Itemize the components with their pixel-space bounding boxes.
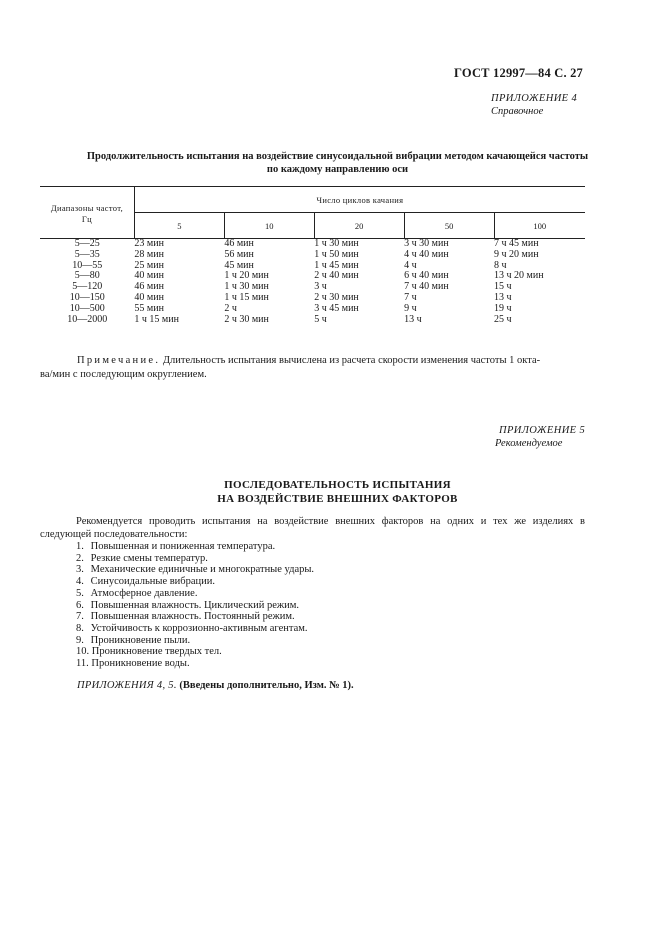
cycles-group-header: Число циклов качания bbox=[134, 187, 585, 213]
duration-cell: 1 ч 30 мин bbox=[224, 281, 269, 293]
duration-cell: 40 мин bbox=[134, 270, 164, 282]
sequence-item bbox=[76, 541, 314, 553]
sequence-item-number: 1. bbox=[76, 541, 84, 552]
duration-cell: 9 ч 20 мин bbox=[494, 248, 539, 260]
duration-cell: 19 ч bbox=[494, 302, 512, 314]
duration-cell: 46 мин bbox=[134, 281, 164, 293]
duration-cell: 13 ч 20 мин bbox=[494, 270, 544, 282]
duration-cell: 46 мин bbox=[224, 238, 254, 249]
range-cell: 5—25 bbox=[74, 238, 100, 249]
cycles-column-header: 5 bbox=[134, 213, 224, 239]
cycles-column-header: 50 bbox=[404, 213, 494, 239]
test-sequence-list bbox=[76, 541, 314, 670]
duration-cell: 1 ч 30 мин bbox=[314, 238, 359, 249]
page-header: ГОСТ 12997—84 С. 27 bbox=[454, 66, 583, 80]
duration-cell: 28 мин bbox=[134, 248, 164, 260]
cycles-column-header: 100 bbox=[494, 213, 585, 239]
duration-cell: 9 ч bbox=[404, 302, 417, 314]
duration-cell: 5 ч bbox=[314, 313, 327, 325]
duration-cell: 23 мин bbox=[134, 238, 164, 249]
section-title-line1: ПОСЛЕДОВАТЕЛЬНОСТЬ ИСПЫТАНИЯ bbox=[224, 479, 451, 491]
duration-cell: 1 ч 20 мин bbox=[224, 270, 269, 282]
note-text-line1: Длительность испытания вычислена из расчета скорости изменения частоты 1 окта- bbox=[162, 355, 541, 366]
duration-cell: 1 ч 15 мин bbox=[134, 313, 179, 325]
sequence-item-text: Механические единичные и многократные удары. bbox=[90, 564, 315, 576]
range-column bbox=[40, 239, 134, 326]
duration-cell: 1 ч 45 мин bbox=[314, 259, 359, 271]
appendix-4-title: ПРИЛОЖЕНИЕ 4 bbox=[491, 93, 578, 104]
sequence-item-text: Проникновение пыли. bbox=[90, 634, 191, 646]
range-cell: 10—2000 bbox=[67, 313, 108, 325]
range-header-line1: Диапазоны частот, bbox=[50, 202, 124, 213]
sequence-item-number: 9. bbox=[76, 634, 84, 646]
sequence-item-number: 8. bbox=[76, 622, 84, 634]
section-title bbox=[40, 478, 635, 506]
sequence-item-number: 11. bbox=[76, 658, 89, 670]
range-cell: 5—80 bbox=[74, 270, 100, 282]
sequence-item bbox=[76, 588, 314, 600]
duration-cell: 2 ч 30 мин bbox=[224, 313, 269, 325]
duration-cell: 7 ч 40 мин bbox=[404, 281, 449, 293]
sequence-item-text: Повышенная и пониженная температура. bbox=[90, 541, 276, 552]
appendix-4-subtitle: Справочное bbox=[491, 106, 544, 117]
duration-cell: 2 ч bbox=[224, 302, 237, 314]
range-column-header bbox=[40, 187, 134, 239]
duration-cell: 6 ч 40 мин bbox=[404, 270, 449, 282]
sequence-item bbox=[76, 658, 314, 670]
sequence-item-number: 4. bbox=[76, 576, 84, 588]
duration-cell: 1 ч 15 мин bbox=[224, 291, 269, 303]
duration-cell: 3 ч 30 мин bbox=[404, 238, 449, 249]
sequence-item bbox=[76, 623, 314, 635]
sequence-item bbox=[76, 553, 314, 565]
table-note bbox=[40, 354, 587, 382]
cycles-column-header: 10 bbox=[224, 213, 314, 239]
sequence-item bbox=[76, 576, 314, 588]
appendix-4-label bbox=[491, 92, 583, 118]
footer-appendices: ПРИЛОЖЕНИЯ 4, 5. bbox=[77, 680, 177, 691]
sequence-item-number: 3. bbox=[76, 564, 84, 576]
table-title-line2: по каждому направлению оси bbox=[266, 163, 409, 175]
duration-cell: 40 мин bbox=[134, 291, 164, 303]
vibration-duration-table bbox=[40, 186, 585, 325]
duration-cell: 25 мин bbox=[134, 259, 164, 271]
range-cell: 10—150 bbox=[69, 291, 105, 303]
sequence-item bbox=[76, 611, 314, 623]
footer-amendment: (Введены дополнительно, Изм. № 1). bbox=[179, 680, 354, 691]
duration-column-10 bbox=[224, 239, 314, 326]
sequence-item-number: 2. bbox=[76, 552, 84, 564]
duration-cell: 3 ч 45 мин bbox=[314, 302, 359, 314]
footer-note bbox=[77, 680, 354, 691]
table-body-row bbox=[40, 239, 585, 326]
table-title-line1: Продолжительность испытания на воздействие синусоидальной вибрации методом качающейся частоты bbox=[86, 151, 589, 162]
sequence-item bbox=[76, 600, 314, 612]
range-cell: 10—55 bbox=[72, 259, 103, 271]
appendix-5-title: ПРИЛОЖЕНИЕ 5 bbox=[499, 425, 586, 436]
duration-cell: 4 ч 40 мин bbox=[404, 248, 449, 260]
note-label: Примечание. bbox=[77, 355, 161, 366]
duration-cell: 8 ч bbox=[494, 259, 507, 271]
duration-cell: 1 ч 50 мин bbox=[314, 248, 359, 260]
duration-column-100 bbox=[494, 239, 585, 326]
duration-cell: 2 ч 30 мин bbox=[314, 291, 359, 303]
sequence-item-number: 10. bbox=[76, 646, 90, 658]
duration-column-50 bbox=[404, 239, 494, 326]
duration-cell: 4 ч bbox=[404, 259, 417, 271]
sequence-item-text: Синусоидальные вибрации. bbox=[90, 576, 216, 588]
sequence-item-text: Проникновение воды. bbox=[91, 658, 190, 670]
duration-cell: 13 ч bbox=[404, 313, 422, 325]
intro-paragraph bbox=[40, 516, 585, 541]
range-cell: 5—120 bbox=[72, 281, 103, 293]
duration-cell: 2 ч 40 мин bbox=[314, 270, 359, 282]
duration-cell: 7 ч 45 мин bbox=[494, 238, 539, 249]
duration-column-20 bbox=[314, 239, 404, 326]
intro-text: Рекомендуется проводить испытания на воздействие внешних факторов на одних и тех же изделиях в следующей последовательности: bbox=[40, 516, 585, 540]
range-header-line2: Гц bbox=[81, 213, 92, 224]
duration-cell: 25 ч bbox=[494, 313, 512, 325]
table-title bbox=[40, 151, 635, 176]
duration-cell: 56 мин bbox=[224, 248, 254, 260]
range-cell: 5—35 bbox=[74, 248, 100, 260]
sequence-item-number: 7. bbox=[76, 611, 84, 623]
duration-cell: 15 ч bbox=[494, 281, 512, 293]
duration-cell: 7 ч bbox=[404, 291, 417, 303]
appendix-5-subtitle: Рекомендуемое bbox=[495, 438, 563, 449]
sequence-item-text: Повышенная влажность. Циклический режим. bbox=[90, 599, 300, 611]
duration-cell: 3 ч bbox=[314, 281, 327, 293]
sequence-item-text: Повышенная влажность. Постоянный режим. bbox=[90, 611, 295, 623]
sequence-item-number: 6. bbox=[76, 599, 84, 611]
appendix-5-label bbox=[495, 424, 595, 450]
duration-cell: 45 мин bbox=[224, 259, 254, 271]
duration-cell: 55 мин bbox=[134, 302, 164, 314]
range-cell: 10—500 bbox=[69, 302, 105, 314]
sequence-item bbox=[76, 564, 314, 576]
sequence-item bbox=[76, 646, 314, 658]
sequence-item-text: Проникновение твердых тел. bbox=[91, 646, 222, 658]
cycles-column-header: 20 bbox=[314, 213, 404, 239]
duration-cell: 13 ч bbox=[494, 291, 512, 303]
duration-column-5 bbox=[134, 239, 224, 326]
section-title-line2: НА ВОЗДЕЙСТВИЕ ВНЕШНИХ ФАКТОРОВ bbox=[217, 493, 458, 505]
sequence-item bbox=[76, 635, 314, 647]
sequence-item-text: Атмосферное давление. bbox=[90, 587, 198, 599]
sequence-item-text: Устойчивость к коррозионно-активным агентам. bbox=[90, 622, 308, 634]
note-text-line2: ва/мин с последующим округлением. bbox=[40, 369, 207, 380]
sequence-item-number: 5. bbox=[76, 587, 84, 599]
sequence-item-text: Резкие смены температур. bbox=[90, 552, 208, 564]
